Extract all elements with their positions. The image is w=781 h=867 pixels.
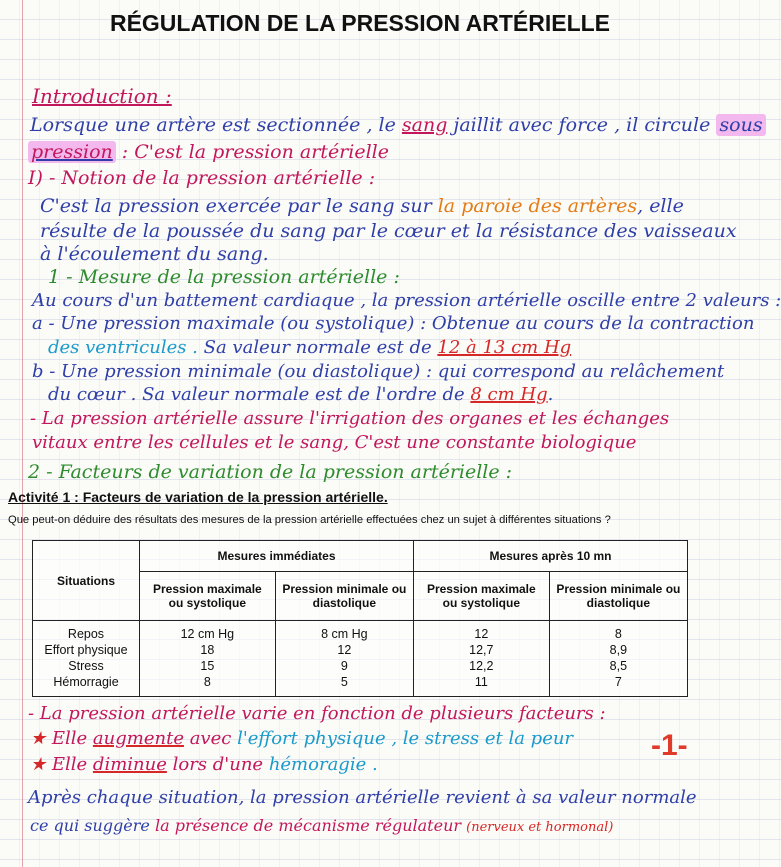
intro-word-sang: sang bbox=[401, 114, 448, 136]
conclusion-3-hemorragie: hémoragie . bbox=[268, 754, 378, 775]
page-title: RÉGULATION DE LA PRESSION ARTÉRIELLE bbox=[109, 10, 611, 36]
conclusion-3-lors: lors d'une bbox=[172, 754, 264, 775]
mesure-a-line-2 bbox=[48, 337, 571, 359]
header-imm-min: Pression minimale ou diastolique bbox=[275, 572, 413, 621]
intro-line-1 bbox=[30, 114, 766, 137]
header-situations: Situations bbox=[33, 541, 140, 621]
conclusion-5-mecanisme: la présence de mécanisme régulateur bbox=[154, 816, 462, 835]
mesure-b2-text: du cœur . Sa valeur normale est de l'ordre de bbox=[48, 384, 465, 405]
intro-heading: Introduction : bbox=[32, 84, 172, 108]
conclusion-line-4: Après chaque situation, la pression artérielle revient à sa valeur normale bbox=[28, 787, 697, 808]
mesure-line-1: Au cours d'un battement cardiaque , la pression artérielle oscille entre 2 valeurs : bbox=[32, 290, 781, 311]
mesure-a2-value: 12 à 13 cm Hg bbox=[437, 337, 572, 358]
star-icon: ★ bbox=[30, 728, 47, 749]
cell-imm-min: 8 cm Hg 12 9 5 bbox=[275, 621, 413, 697]
activity-question: Que peut-on déduire des résultats des mesures de la pression artérielle effectuées chez un sujet à différentes situations ? bbox=[8, 514, 611, 526]
conclusion-augmente: augmente bbox=[92, 728, 184, 749]
header-imm-max: Pression maximale ou systolique bbox=[140, 572, 276, 621]
section-1-heading: I) - Notion de la pression artérielle : bbox=[28, 167, 376, 189]
mesure-a2-text: Sa valeur normale est de bbox=[203, 337, 432, 358]
conclusion-5-text: ce qui suggère bbox=[30, 816, 150, 835]
intro-line-2-text: : C'est la pression artérielle bbox=[121, 141, 389, 163]
mesure-a-text: a - Une pression maximale (ou systolique) : bbox=[32, 313, 427, 334]
mesure-b2-value: 8 cm Hg bbox=[470, 384, 548, 405]
mesure-role-line-2: vitaux entre les cellules et le sang, C'est une constante biologique bbox=[32, 432, 637, 453]
intro-line-2 bbox=[28, 141, 389, 164]
intro-highlight-pression: pression bbox=[28, 141, 116, 163]
notebook-margin-line bbox=[22, 0, 23, 867]
conclusion-3-elle: Elle bbox=[51, 754, 88, 775]
mesure-b-line: b - Une pression minimale (ou diastolique) : qui correspond au relâchement bbox=[32, 361, 725, 382]
section-1-def-3: à l'écoulement du sang. bbox=[40, 243, 269, 265]
cell-situations: Repos Effort physique Stress Hémorragie bbox=[33, 621, 140, 697]
table-body-row bbox=[33, 621, 688, 697]
mesure-a-text-b: Obtenue au cours de la contraction bbox=[431, 313, 755, 334]
mesure-b2-end: . bbox=[547, 384, 554, 405]
table-header-row bbox=[33, 541, 688, 572]
activity-title: Activité 1 : Facteurs de variation de la pression artérielle. bbox=[8, 489, 388, 505]
cell-imm-max: 12 cm Hg 18 15 8 bbox=[140, 621, 276, 697]
star-icon: ★ bbox=[30, 754, 47, 775]
conclusion-2-avec: avec bbox=[189, 728, 232, 749]
intro-line-1-text: Lorsque une artère est sectionnée , le bbox=[30, 114, 396, 136]
mesure-heading: 1 - Mesure de la pression artérielle : bbox=[48, 266, 400, 288]
mesure-role-line-1: - La pression artérielle assure l'irrigation des organes et les échanges bbox=[30, 408, 670, 429]
conclusion-line-1: - La pression artérielle varie en fonction de plusieurs facteurs : bbox=[28, 703, 606, 724]
cell-after-min: 8 8,9 8,5 7 bbox=[549, 621, 687, 697]
facteurs-heading: 2 - Facteurs de variation de la pression artérielle : bbox=[28, 461, 513, 483]
header-group-immediate: Mesures immédiates bbox=[140, 541, 414, 572]
conclusion-line-2 bbox=[30, 728, 573, 750]
section-1-def-1 bbox=[40, 195, 684, 218]
mesure-a-line bbox=[32, 313, 754, 335]
cell-after-max: 12 12,7 12,2 11 bbox=[413, 621, 549, 697]
mesure-b-line-2 bbox=[48, 384, 553, 406]
header-after-max: Pression maximale ou systolique bbox=[413, 572, 549, 621]
def-1-text-b: , elle bbox=[637, 195, 684, 217]
intro-highlight-sous: sous bbox=[716, 114, 765, 136]
conclusion-diminue: diminue bbox=[92, 754, 167, 775]
conclusion-2-factors: l'effort physique , le stress et la peur bbox=[237, 728, 574, 749]
def-1-paroi: la paroie des artères bbox=[437, 195, 638, 217]
def-1-text: C'est la pression exercée par le sang sur bbox=[40, 195, 432, 217]
page-number: -1- bbox=[651, 729, 688, 762]
mesure-ventricules: des ventricules . bbox=[48, 337, 198, 358]
conclusion-line-5 bbox=[30, 816, 613, 836]
header-group-after: Mesures après 10 mn bbox=[413, 541, 687, 572]
header-after-min: Pression minimale ou diastolique bbox=[549, 572, 687, 621]
pressure-table bbox=[32, 540, 688, 697]
section-1-def-2: résulte de la poussée du sang par le cœur et la résistance des vaisseaux bbox=[40, 220, 737, 242]
intro-line-1-text-b: jaillit avec force , il circule bbox=[453, 114, 711, 136]
conclusion-2-elle: Elle bbox=[51, 728, 88, 749]
conclusion-line-3 bbox=[30, 754, 378, 776]
conclusion-5-nerveux: (nerveux et hormonal) bbox=[466, 820, 614, 835]
